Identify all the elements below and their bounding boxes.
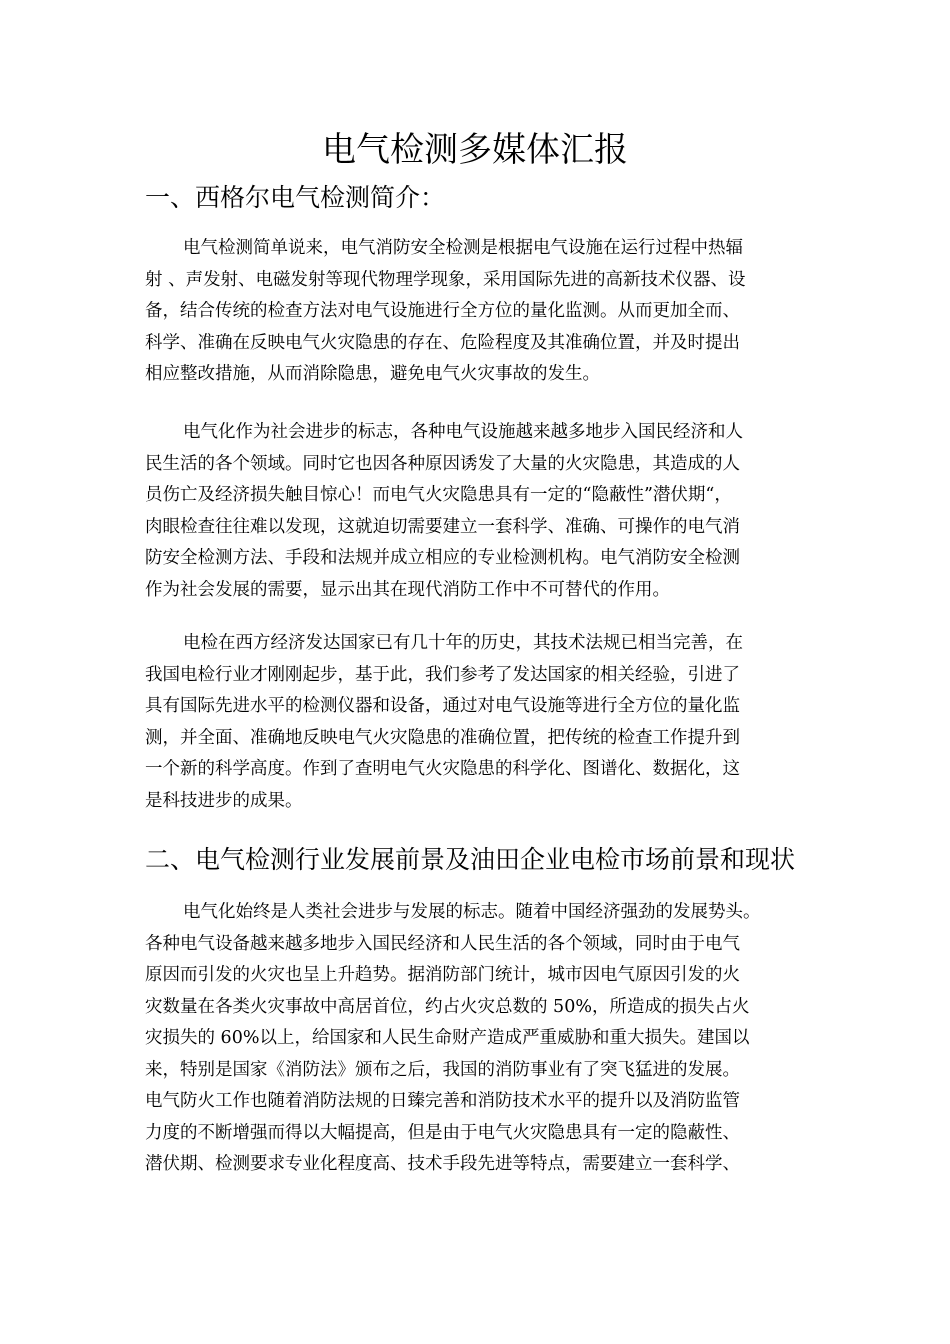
paragraph-line: 潜伏期、检测要求专业化程度高、技术手段先进等特点，需要建立一套科学、 [145,1154,740,1174]
paragraph-line: 电气防火工作也随着消防法规的日臻完善和消防技术水平的提升以及消防监管 [145,1091,740,1111]
paragraph-line: 灾数量在各类火灾事故中高居首位，约占火灾总数的 50%，所造成的损失占火 [145,996,750,1017]
paragraph-2-1 [145,897,805,1181]
paragraph-line: 作为社会发展的需要，显示出其在现代消防工作中不可替代的作用。 [145,579,670,600]
paragraph-line: 测，并全面、准确地反映电气火灾隐患的准确位置，把传统的检查工作提升到 [145,727,740,748]
paragraph-line: 科学、准确在反映电气火灾隐患的存在、危险程度及其准确位置，并及时提出 [145,332,740,353]
section-heading-2: 二、电气检测行业发展前景及油田企业电检市场前景和现状 [145,845,796,874]
paragraph-line: 防安全检测方法、手段和法规并成立相应的专业检测机构。电气消防安全检测 [145,548,740,568]
paragraph-line: 肉眼检查往往难以发现，这就迫切需要建立一套科学、准确、可操作的电气消 [145,516,740,537]
document-title: 电气检测多媒体汇报 [322,130,628,170]
paragraph-line: 我国电检行业才刚刚起步，基于此，我们参考了发达国家的相关经验，引进了 [145,664,740,685]
paragraph-line: 相应整改措施，从而消除隐患，避免电气火灾事故的发生。 [145,364,600,384]
paragraph-1-3 [145,628,805,817]
paragraph-line: 力度的不断增强而得以大幅提高，但是由于电气火灾隐患具有一定的隐蔽性、 [145,1122,740,1143]
paragraph-line: 各种电气设备越来越多地步入国民经济和人民生活的各个领域，同时由于电气 [145,933,740,954]
paragraph-line: 原因而引发的火灾也呈上升趋势。据消防部门统计，城市因电气原因引发的火 [145,965,740,985]
paragraph-line: 来，特别是国家《消防法》颁布之后，我国的消防事业有了突飞猛进的发展。 [145,1059,740,1080]
section-heading-1: 一、西格尔电气检测简介： [145,183,446,212]
paragraph-1-1 [145,233,805,391]
paragraph-line: 是科技进步的成果。 [145,790,303,811]
paragraph-line: 电检在西方经济发达国家已有几十年的历史，其技术法规已相当完善，在 [183,633,743,653]
paragraph-line: 具有国际先进水平的检测仪器和设备，通过对电气设施等进行全方位的量化监 [145,696,740,716]
paragraph-line: 灾损失的 60%以上，给国家和人民生命财产造成严重威胁和重大损失。建国以 [145,1028,750,1048]
paragraph-line: 电气化作为社会进步的标志，各种电气设施越来越多地步入国民经济和人 [183,422,743,442]
paragraph-line: 备，结合传统的检查方法对电气设施进行全方位的量化监测。从而更加全而、 [145,301,740,321]
paragraph-1-2 [145,417,805,606]
paragraph-line: 电气检测简单说来，电气消防安全检测是根据电气设施在运行过程中热辐 [183,238,743,258]
paragraph-line: 一个新的科学高度。作到了查明电气火灾隐患的科学化、图谱化、数据化，这 [145,759,740,779]
paragraph-line: 民生活的各个领域。同时它也因各种原因诱发了大量的火灾隐患，其造成的人 [145,453,740,474]
paragraph-line: 射 、声发射、电磁发射等现代物理学现象，采用国际先进的高新技术仪器、设 [145,269,746,290]
paragraph-line: 电气化始终是人类社会进步与发展的标志。随着中国经济强劲的发展势头。 [183,902,761,922]
paragraph-line: 员伤亡及经济损失触目惊心！而电气火灾隐患具有一定的“隐蔽性”潜伏期“， [145,485,732,505]
